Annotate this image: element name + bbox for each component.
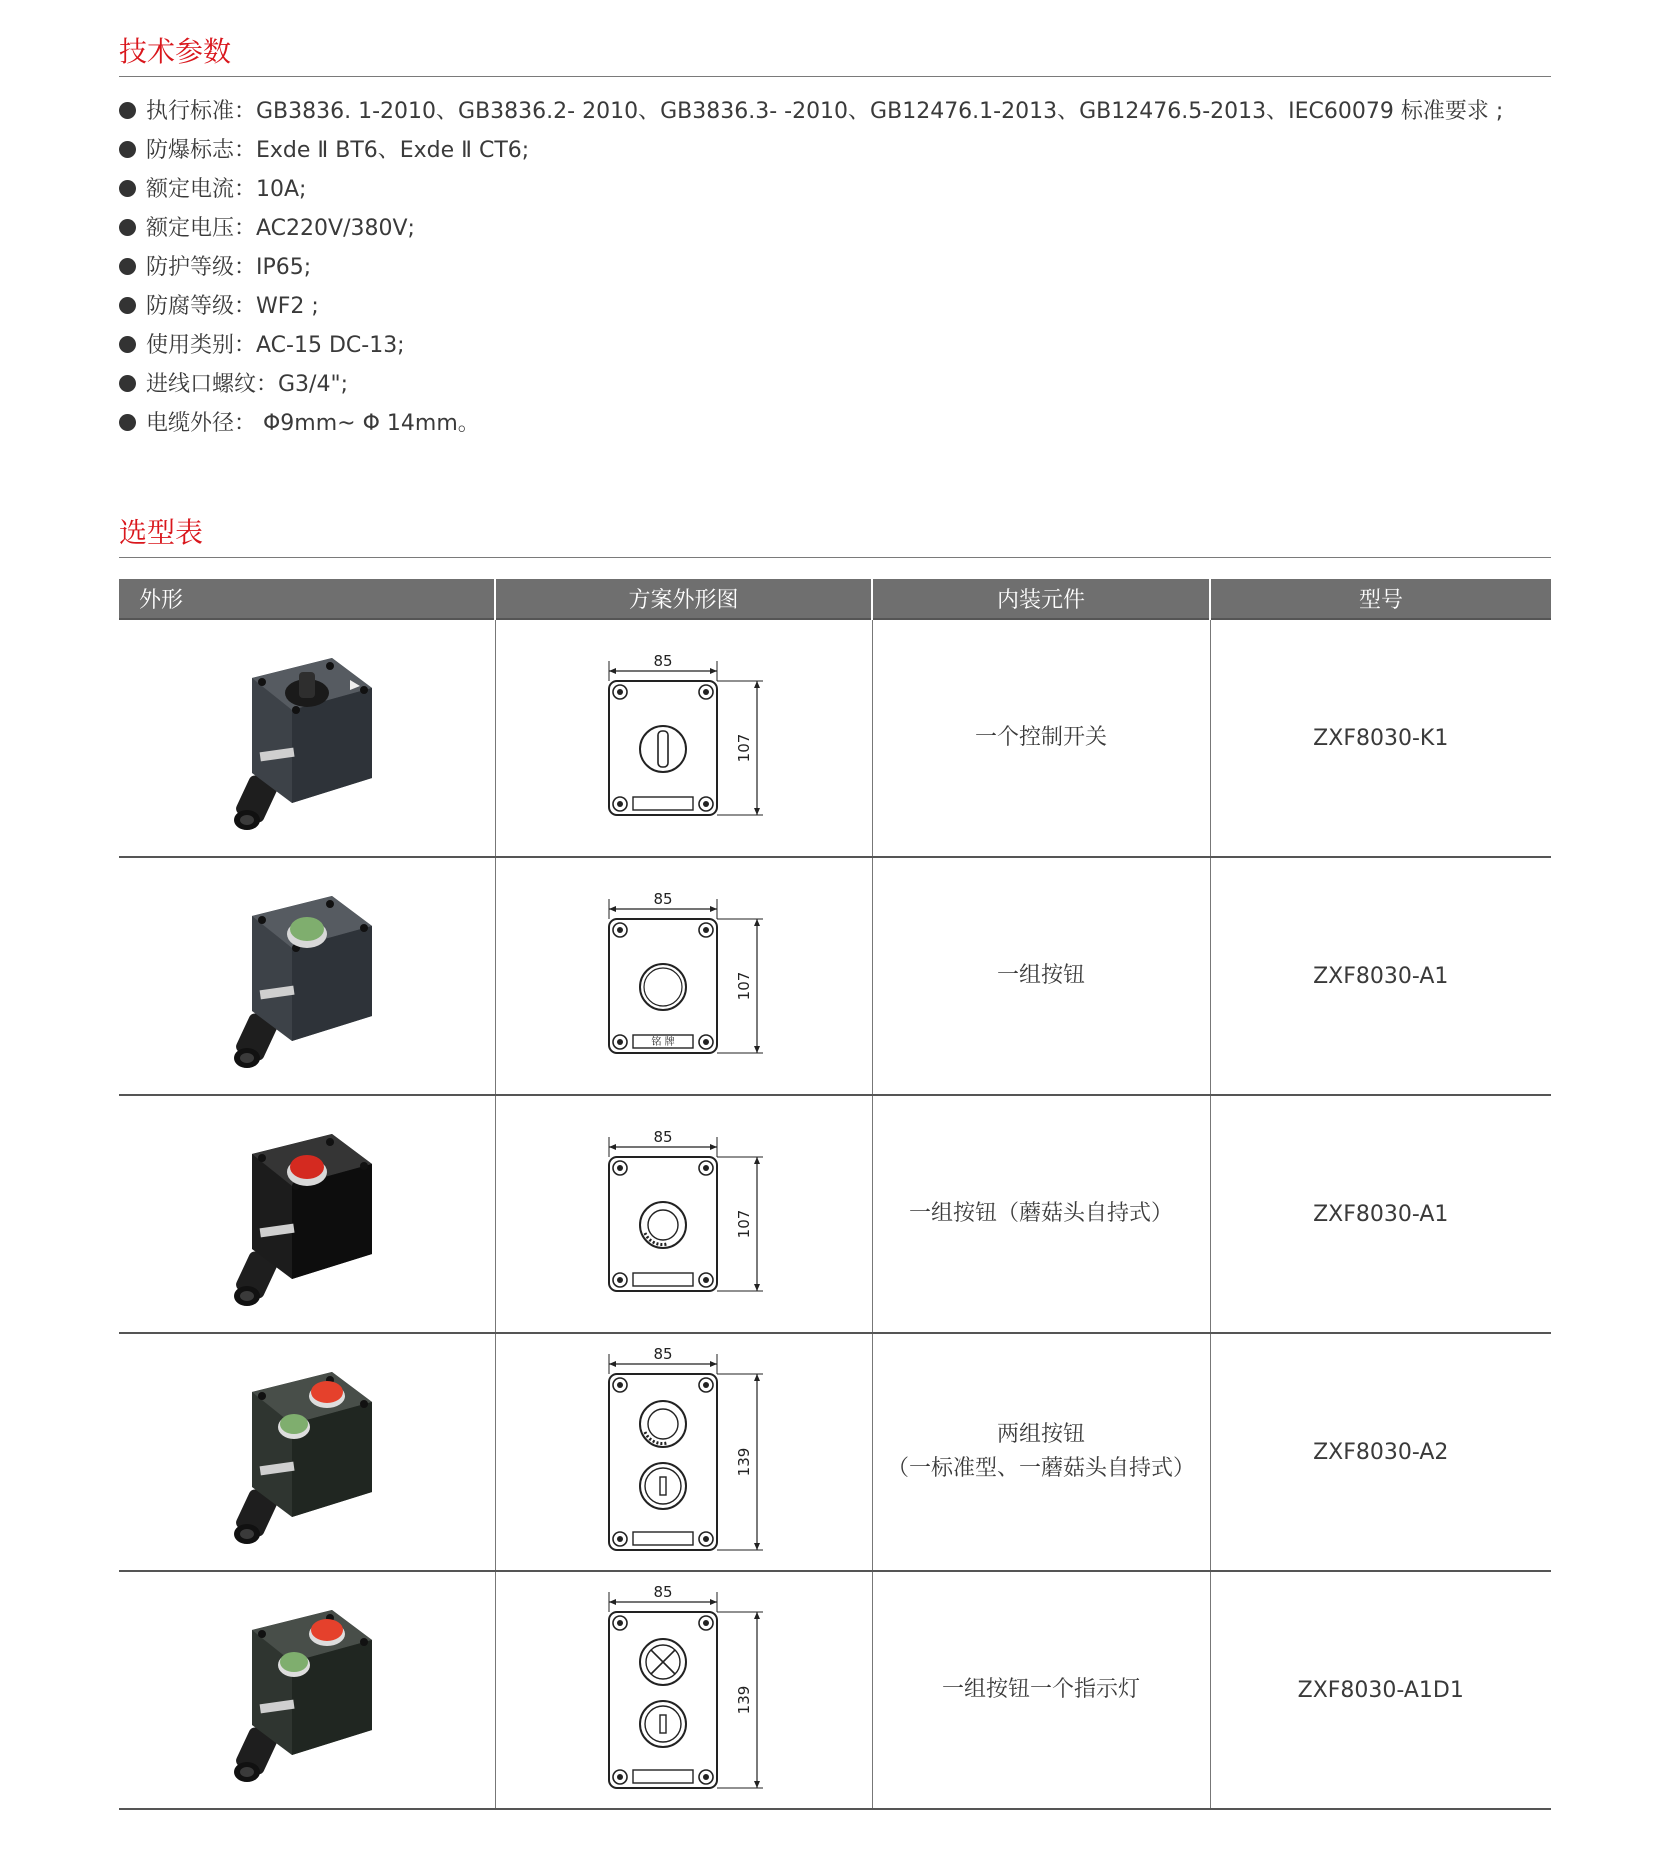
cell-drawing [495,1333,872,1571]
table-row [119,1095,1551,1333]
bullet-icon [119,102,136,119]
cell-components [872,857,1210,1095]
table-row [119,619,1551,857]
product-photo [222,876,392,1076]
screw-icon [613,1161,627,1175]
component-text: （一标准型、一蘑菇头自持式） [886,1456,1195,1481]
screw-icon [613,685,627,699]
component-text: 一个控制开关 [974,725,1107,750]
model-text: ZXF8030-A1D1 [1297,1677,1464,1703]
param-item: 执行标准：GB3836. 1-2010、GB3836.2- 2010、GB3836.3- -2010、GB12476.1-2013、GB12476.5-2013、IEC60079 标准要求 ; [119,92,1503,131]
selection-table [119,579,1551,1810]
cell-model [1210,1095,1551,1333]
param-item: 防爆标志：Exde Ⅱ BT6、Exde Ⅱ CT6; [119,131,1503,170]
bullet-icon [119,336,136,353]
bullet-icon [119,375,136,392]
screw-icon [613,1378,627,1392]
component-text: 两组按钮 [996,1422,1085,1447]
component-text: 一组按钮一个指示灯 [941,1677,1140,1702]
param-item: 进线口螺纹：G3/4"; [119,365,1503,404]
product-photo [222,1590,392,1790]
component-text: 一组按钮 [996,963,1085,988]
dimension-height: 139 [734,1447,753,1477]
outline-drawing [599,1127,769,1301]
section-title-selection: 选型表 [119,515,1551,558]
param-list [119,92,1503,443]
section-title-tech: 技术参数 [119,34,1551,77]
header-drawing: 方案外形图 [495,579,872,619]
nameplate-label: 铭 牌 [650,1037,675,1048]
model-text: ZXF8030-A2 [1313,1439,1449,1465]
cell-appearance [119,1333,495,1571]
bullet-icon [119,180,136,197]
param-item: 电缆外径： Φ9mm~ Φ 14mm。 [119,404,1503,443]
screw-icon [699,1770,713,1784]
bullet-icon [119,258,136,275]
product-photo [222,1114,392,1314]
screw-icon [699,797,713,811]
screw-icon [613,1273,627,1287]
cell-components [872,1571,1210,1809]
cell-model [1210,857,1551,1095]
screw-icon [613,1035,627,1049]
table-row [119,1333,1551,1571]
cell-model [1210,1571,1551,1809]
param-item: 使用类别：AC-15 DC-13; [119,326,1503,365]
product-photo [222,638,392,838]
outline-drawing [599,1582,769,1798]
screw-icon [699,923,713,937]
header-model: 型号 [1210,579,1551,619]
screw-icon [613,797,627,811]
bullet-icon [119,141,136,158]
header-appearance: 外形 [119,579,495,619]
dimension-height: 107 [734,733,753,763]
dimension-width: 85 [652,1583,673,1601]
component-text: 一组按钮（蘑菇头自持式） [908,1201,1173,1226]
outline-drawing [599,1344,769,1560]
screw-icon [699,1532,713,1546]
cell-appearance [119,1095,495,1333]
cell-model [1210,1333,1551,1571]
dimension-width: 85 [652,890,673,908]
cell-appearance [119,619,495,857]
model-text: ZXF8030-A1 [1313,963,1449,989]
cell-components [872,1095,1210,1333]
screw-icon [613,1532,627,1546]
outline-drawing [599,651,769,825]
bullet-icon [119,219,136,236]
bullet-icon [119,414,136,431]
param-item: 防护等级：IP65; [119,248,1503,287]
dimension-height: 139 [734,1685,753,1715]
cell-appearance [119,857,495,1095]
dimension-width: 85 [652,652,673,670]
screw-icon [699,1616,713,1630]
screw-icon [613,1770,627,1784]
param-item: 防腐等级：WF2 ; [119,287,1503,326]
table-row [119,1571,1551,1809]
dimension-width: 85 [652,1345,673,1363]
table-header-row [119,579,1551,619]
cell-model [1210,619,1551,857]
dimension-width: 85 [652,1128,673,1146]
screw-icon [699,1161,713,1175]
screw-icon [699,1378,713,1392]
model-text: ZXF8030-K1 [1313,725,1449,751]
param-item: 额定电流：10A; [119,170,1503,209]
screw-icon [699,685,713,699]
table-row [119,857,1551,1095]
cell-drawing [495,1571,872,1809]
cell-drawing [495,619,872,857]
cell-components [872,619,1210,857]
param-item: 额定电压：AC220V/380V; [119,209,1503,248]
product-photo [222,1352,392,1552]
header-components: 内装元件 [872,579,1210,619]
screw-icon [613,1616,627,1630]
screw-icon [613,923,627,937]
cell-drawing [495,857,872,1095]
cell-components [872,1333,1210,1571]
dimension-height: 107 [734,971,753,1001]
cell-appearance [119,1571,495,1809]
outline-drawing [599,889,769,1063]
bullet-icon [119,297,136,314]
screw-icon [699,1273,713,1287]
model-text: ZXF8030-A1 [1313,1201,1449,1227]
cell-drawing [495,1095,872,1333]
dimension-height: 107 [734,1209,753,1239]
screw-icon [699,1035,713,1049]
